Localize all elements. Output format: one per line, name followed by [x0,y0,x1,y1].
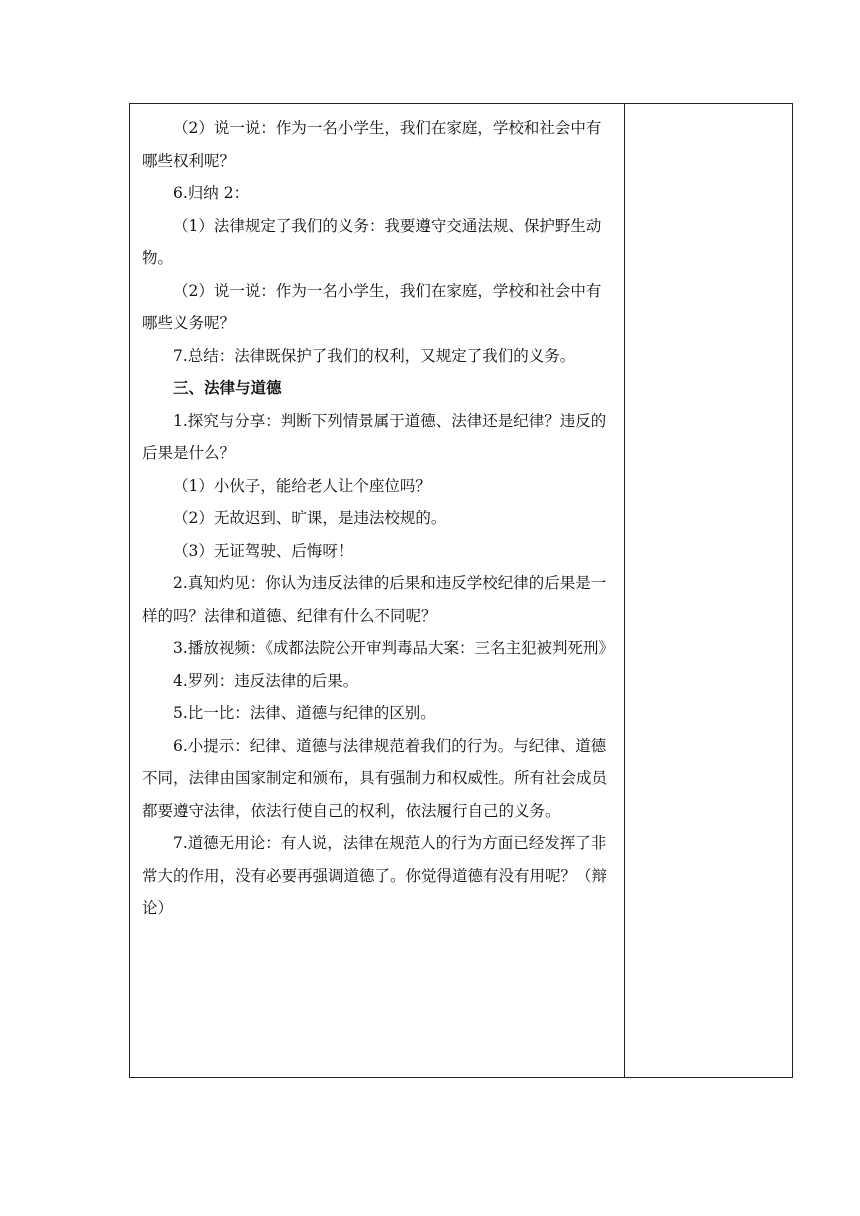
paragraph-law-duties: （1）法律规定了我们的义务：我要遵守交通法规、保护野生动物。 [142,216,602,267]
paragraph-insight: 2.真知灼见：你认为违反法律的后果和违反学校纪律的后果是一样的吗？法律和道德、纪律有什么不同呢？ [142,574,607,625]
paragraph-list-consequences: 4.罗列：违反法律的后果。 [173,671,359,690]
paragraph-scenario-2: （2）无故迟到、旷课，是违法校规的。 [173,509,447,527]
lesson-table [129,103,793,1078]
paragraph-scenario-1: （1）小伙子，能给老人让个座位吗？ [173,476,431,495]
paragraph-scenario-3: （3）无证驾驶、后悔呀！ [173,541,354,560]
paragraph-debate: 7.道德无用论：有人说，法律在规范人的行为方面已经发挥了非常大的作用，没有必要再强调道德了。你觉得道德有没有用呢？（辩论） [142,834,608,917]
paragraph-tip: 6.小提示：纪律、道德与法律规范着我们的行为。与纪律、道德不同，法律由国家制定和颁布，具有强制力和权威性。所有社会成员都要遵守法律，依法行使自己的权利，依法履行自己的义务。 [142,736,608,820]
section-heading-law-and-morality: 三、法律与道德 [173,379,282,397]
teaching-content-cell [130,104,624,925]
paragraph-rights-discussion: （2）说一说：作为一名小学生，我们在家庭，学校和社会中有哪些权利呢？ [142,119,602,170]
paragraph-video: 3.播放视频：《成都法院公开审判毒品大案：三名主犯被判死刑》 [173,639,615,657]
paragraph-summary-2-title: 6.归纳 2： [173,184,250,202]
paragraph-conclusion: 7.总结：法律既保护了我们的权利，又规定了我们的义务。 [173,346,576,365]
paragraph-duties-discussion: （2）说一说：作为一名小学生，我们在家庭，学校和社会中有哪些义务呢？ [142,281,602,332]
notes-cell [625,104,792,1077]
paragraph-compare: 5.比一比：法律、道德与纪律的区别。 [173,704,436,722]
paragraph-explore-share: 1.探究与分享：判断下列情景属于道德、法律还是纪律？违反的后果是什么？ [142,411,607,462]
